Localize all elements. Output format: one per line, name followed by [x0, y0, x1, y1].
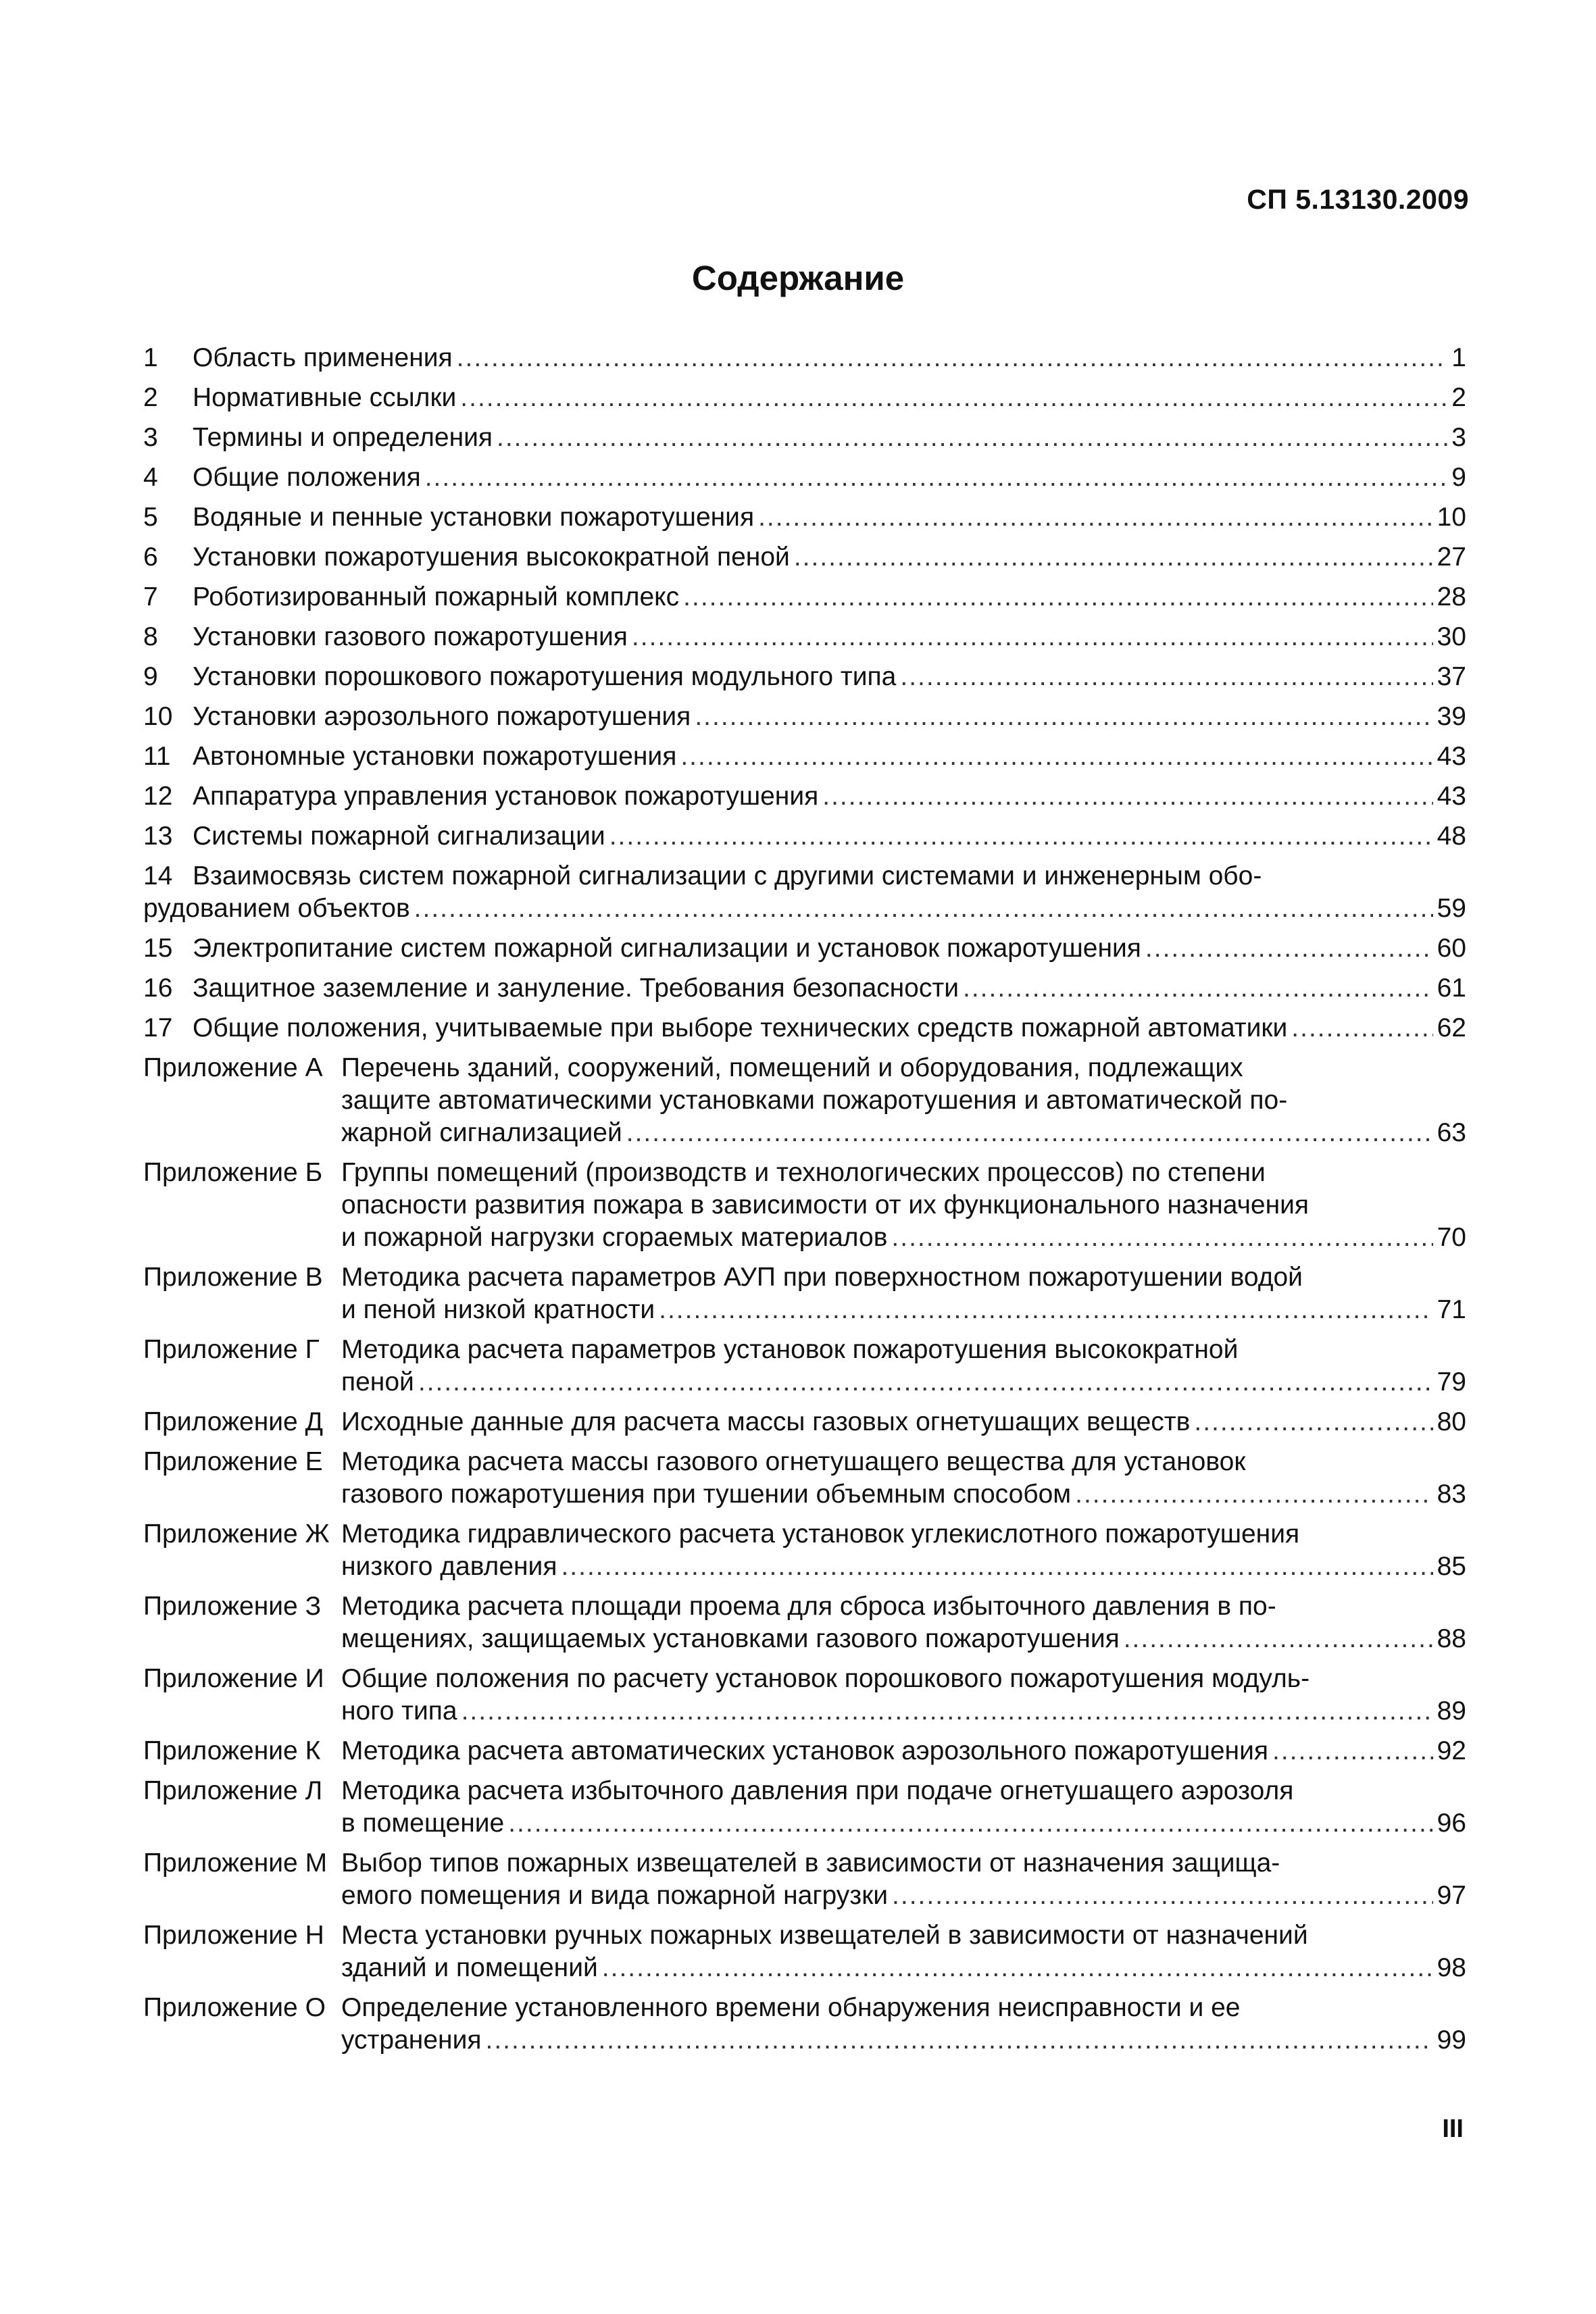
appendix-label: Приложение К	[143, 1736, 321, 1765]
dot-leader	[794, 541, 1433, 574]
dot-leader	[425, 461, 1448, 494]
toc-entry-page: 71	[1437, 1295, 1466, 1324]
appendix-label: Приложение О	[143, 1993, 326, 2022]
toc-entry[interactable]	[143, 374, 1466, 414]
toc-entry[interactable]	[143, 813, 1466, 853]
toc-entry-label: Электропитание систем пожарной сигнализации и установок пожаротушения	[193, 934, 1141, 963]
dot-leader	[1194, 1406, 1432, 1438]
toc-entry[interactable]	[143, 925, 1466, 965]
dot-leader	[758, 501, 1433, 534]
appendix-title-line: Методика расчета массы газового огнетушащего вещества для установок	[341, 1447, 1246, 1476]
toc-entry-label: Взаимосвязь систем пожарной сигнализации с другими системами и инженерным обо-	[193, 861, 1262, 890]
toc-entry-label: Общие положения	[193, 463, 421, 492]
appendix-title-line: Методика расчета параметров установок пожаротушения высокократной	[341, 1335, 1239, 1364]
appendix-label: Приложение Г	[143, 1335, 320, 1364]
toc-entry-page: 63	[1437, 1118, 1466, 1147]
toc-entry-label: Установки пожаротушения высокократной пеной	[193, 543, 790, 572]
toc-entry-label: Установки аэрозольного пожаротушения	[193, 702, 691, 731]
appendix-title-line: Методика гидравлического расчета установок углекислотного пожаротушения	[341, 1519, 1300, 1549]
page-number: III	[1442, 2115, 1464, 2143]
appendix-label: Приложение Е	[143, 1447, 323, 1476]
toc-entry-page: 2	[1451, 383, 1466, 412]
toc-entry-number: 6	[143, 543, 158, 572]
toc-entry-page: 80	[1437, 1407, 1466, 1436]
toc-entry-number: 15	[143, 934, 173, 963]
appendix-title-line: емого помещения и вида пожарной нагрузки	[341, 1881, 889, 1910]
toc-entry[interactable]	[143, 693, 1466, 733]
appendix-title-line: Общие положения по расчету установок порошкового пожаротушения модуль-	[341, 1664, 1310, 1693]
toc-appendix-entry[interactable]	[143, 1912, 1466, 1984]
appendix-title-line: Методика расчета параметров АУП при поверхностном пожаротушении водой	[341, 1263, 1303, 1292]
dot-leader	[485, 2024, 1432, 2057]
toc-entry-14[interactable]	[143, 853, 1466, 925]
sections-list-b	[143, 925, 1466, 1045]
appendix-label: Приложение Д	[143, 1407, 323, 1436]
appendix-title-line: мещениях, защищаемых установками газового пожаротушения	[341, 1624, 1120, 1653]
toc-entry[interactable]	[143, 494, 1466, 534]
dot-leader	[1075, 1478, 1433, 1511]
toc-entry-label: Роботизированный пожарный комплекс	[193, 582, 680, 611]
toc-entry-page: 83	[1437, 1480, 1466, 1509]
appendix-title-line: в помещение	[341, 1809, 505, 1838]
appendix-label: Приложение З	[143, 1592, 322, 1621]
dot-leader	[497, 422, 1447, 454]
dot-leader	[892, 1880, 1433, 1912]
toc-entry[interactable]	[143, 1005, 1466, 1045]
toc-entry-page: 59	[1437, 894, 1466, 923]
toc-entry-page: 1	[1451, 343, 1466, 372]
toc-appendix-entry[interactable]	[143, 1767, 1466, 1840]
appendix-title-line: и пеной низкой кратности	[341, 1295, 655, 1324]
appendix-title-line: Определение установленного времени обнаружения неисправности и ее	[341, 1993, 1241, 2022]
appendix-title-line: Методика расчета избыточного давления при подаче огнетушащего аэрозоля	[341, 1776, 1294, 1805]
appendix-title-line: опасности развития пожара в зависимости от их функционального назначения	[341, 1190, 1310, 1219]
toc-entry-page: 99	[1437, 2026, 1466, 2055]
appendix-title-line: низкого давления	[341, 1552, 557, 1581]
toc-entry-label: Термины и определения	[193, 423, 493, 452]
toc-entry-page: 70	[1437, 1223, 1466, 1252]
toc-entry-number: 16	[143, 974, 173, 1003]
appendix-title-line: Перечень зданий, сооружений, помещений и оборудования, подлежащих	[341, 1053, 1243, 1082]
appendices-list	[143, 1045, 1466, 2057]
toc-entry-page: 10	[1437, 503, 1466, 532]
dot-leader	[683, 581, 1432, 613]
dot-leader	[1291, 1012, 1432, 1045]
toc-appendix-entry[interactable]	[143, 1984, 1466, 2057]
toc-entry-page: 30	[1437, 622, 1466, 651]
toc-entry-page: 60	[1437, 934, 1466, 963]
dot-leader	[822, 780, 1432, 813]
sections-list	[143, 334, 1466, 853]
toc-entry-page: 85	[1437, 1552, 1466, 1581]
toc-entry-page: 98	[1437, 1953, 1466, 1982]
toc-entry-page: 97	[1437, 1881, 1466, 1910]
toc-entry-page: 43	[1437, 782, 1466, 811]
appendix-title-line: газового пожаротушения при тушении объемным способом	[341, 1480, 1072, 1509]
toc-appendix-entry[interactable]	[143, 1399, 1466, 1438]
toc-entry-page: 88	[1437, 1624, 1466, 1653]
appendix-title-line: пеной	[341, 1367, 414, 1397]
toc-entry-number: 5	[143, 503, 158, 532]
appendix-label: Приложение Б	[143, 1158, 323, 1187]
toc-entry-number: 4	[143, 463, 158, 492]
toc-entry-page: 27	[1437, 543, 1466, 572]
toc-entry[interactable]	[143, 653, 1466, 693]
toc-entry-number: 9	[143, 662, 158, 691]
appendix-title-line: Методика расчета автоматических установок аэрозольного пожаротушения	[341, 1736, 1268, 1765]
toc-entry-number: 11	[143, 742, 171, 771]
toc-entry[interactable]	[143, 534, 1466, 574]
appendix-label: Приложение М	[143, 1848, 328, 1878]
toc-entry-number: 10	[143, 702, 173, 731]
toc-entry-number: 3	[143, 423, 158, 452]
appendix-label: Приложение В	[143, 1263, 323, 1292]
toc-entry-label: Установки порошкового пожаротушения модульного типа	[193, 662, 897, 691]
dot-leader	[632, 621, 1433, 653]
toc-entry[interactable]	[143, 414, 1466, 454]
dot-leader	[680, 740, 1432, 773]
dot-leader	[891, 1222, 1432, 1254]
toc-entry[interactable]	[143, 733, 1466, 773]
toc-appendix-entry[interactable]	[143, 1149, 1466, 1254]
toc-entry-page: 62	[1437, 1013, 1466, 1042]
toc-entry-label: Автономные установки пожаротушения	[193, 742, 677, 771]
toc-entry-label: Установки газового пожаротушения	[193, 622, 628, 651]
appendix-title-line: Методика расчета площади проема для сброса избыточного давления в по-	[341, 1592, 1276, 1621]
toc-entry-page: 3	[1451, 423, 1466, 452]
dot-leader	[659, 1294, 1432, 1326]
toc-entry-page: 48	[1437, 822, 1466, 851]
toc-entry[interactable]	[143, 454, 1466, 494]
toc-entry-label: Общие положения, учитываемые при выборе технических средств пожарной автоматики	[193, 1013, 1288, 1042]
dot-leader	[609, 820, 1433, 853]
toc-appendix-entry[interactable]	[143, 1655, 1466, 1728]
toc-entry-label: Область применения	[193, 343, 453, 372]
document-code: СП 5.13130.2009	[1247, 184, 1469, 215]
toc-entry-page: 9	[1451, 463, 1466, 492]
toc-appendix-entry[interactable]	[143, 1511, 1466, 1583]
toc-entry-page: 89	[1437, 1696, 1466, 1726]
toc-entry-label: Водяные и пенные установки пожаротушения	[193, 503, 755, 532]
appendix-title-line: зданий и помещений	[341, 1953, 598, 1982]
toc-appendix-entry[interactable]	[143, 1254, 1466, 1326]
toc-appendix-entry[interactable]	[143, 1045, 1466, 1149]
toc-entry-number: 12	[143, 782, 173, 811]
toc-entry-number: 7	[143, 582, 158, 611]
dot-leader	[1272, 1735, 1433, 1767]
dot-leader	[418, 1366, 1433, 1399]
toc-entry-number: 13	[143, 822, 173, 851]
appendix-label: Приложение И	[143, 1664, 324, 1693]
toc-entry-number: 1	[143, 343, 158, 372]
dot-leader	[457, 342, 1448, 374]
toc-appendix-entry[interactable]	[143, 1840, 1466, 1912]
toc-entry-page: 79	[1437, 1367, 1466, 1397]
appendix-title-line: Места установки ручных пожарных извещателей в зависимости от назначений	[341, 1921, 1308, 1950]
toc-entry-label: Системы пожарной сигнализации	[193, 822, 605, 851]
dot-leader	[561, 1551, 1432, 1583]
toc-entry[interactable]	[143, 965, 1466, 1005]
toc-appendix-entry[interactable]	[143, 1583, 1466, 1655]
toc-appendix-entry[interactable]	[143, 1326, 1466, 1399]
dot-leader	[462, 1695, 1433, 1728]
toc-entry-number: 8	[143, 622, 158, 651]
toc-entry[interactable]	[143, 334, 1466, 374]
toc-entry-page: 39	[1437, 702, 1466, 731]
toc-appendix-entry[interactable]	[143, 1728, 1466, 1767]
appendix-title-line: Выбор типов пожарных извещателей в зависимости от назначения защища-	[341, 1848, 1280, 1878]
toc-entry-page: 92	[1437, 1736, 1466, 1765]
toc-entry-page: 96	[1437, 1809, 1466, 1838]
dot-leader	[1145, 932, 1433, 965]
toc-entry-number: 2	[143, 383, 158, 412]
dot-leader	[695, 701, 1432, 733]
appendix-title-line: защите автоматическими установками пожаротушения и автоматической по-	[341, 1086, 1288, 1115]
table-of-contents	[143, 334, 1466, 2057]
dot-leader	[508, 1807, 1432, 1840]
toc-entry-page: 37	[1437, 662, 1466, 691]
toc-entry-number: 17	[143, 1013, 173, 1042]
dot-leader	[460, 382, 1447, 414]
toc-entry[interactable]	[143, 574, 1466, 613]
appendix-title-line: ного типа	[341, 1696, 457, 1726]
dot-leader	[414, 892, 1433, 925]
toc-entry-page: 28	[1437, 582, 1466, 611]
toc-entry[interactable]	[143, 773, 1466, 813]
dot-leader	[1124, 1623, 1433, 1655]
toc-entry-label-cont: рудованием объектов	[143, 894, 410, 923]
toc-entry-page: 43	[1437, 742, 1466, 771]
appendix-title-line: жарной сигнализацией	[341, 1118, 622, 1147]
toc-entry[interactable]	[143, 613, 1466, 653]
appendix-title-line: Группы помещений (производств и технологических процессов) по степени	[341, 1158, 1266, 1187]
appendix-label: Приложение А	[143, 1053, 323, 1082]
toc-entry-number: 14	[143, 861, 173, 890]
appendix-label: Приложение Ж	[143, 1519, 330, 1549]
appendix-title-line: устранения	[341, 2026, 482, 2055]
page-title: Содержание	[691, 259, 905, 297]
toc-entry-label: Нормативные ссылки	[193, 383, 457, 412]
appendix-title-line: и пожарной нагрузки сгораемых материалов	[341, 1223, 888, 1252]
toc-entry-label: Аппаратура управления установок пожаротушения	[193, 782, 819, 811]
appendix-label: Приложение Н	[143, 1921, 324, 1950]
toc-appendix-entry[interactable]	[143, 1438, 1466, 1511]
appendix-label: Приложение Л	[143, 1776, 323, 1805]
toc-entry-label: Защитное заземление и зануление. Требования безопасности	[193, 974, 959, 1003]
dot-leader	[900, 661, 1432, 693]
dot-leader	[963, 972, 1433, 1005]
dot-leader	[602, 1952, 1433, 1984]
appendix-title-line: Исходные данные для расчета массы газовых огнетушащих веществ	[341, 1407, 1191, 1436]
dot-leader	[626, 1117, 1433, 1149]
toc-entry-page: 61	[1437, 974, 1466, 1003]
